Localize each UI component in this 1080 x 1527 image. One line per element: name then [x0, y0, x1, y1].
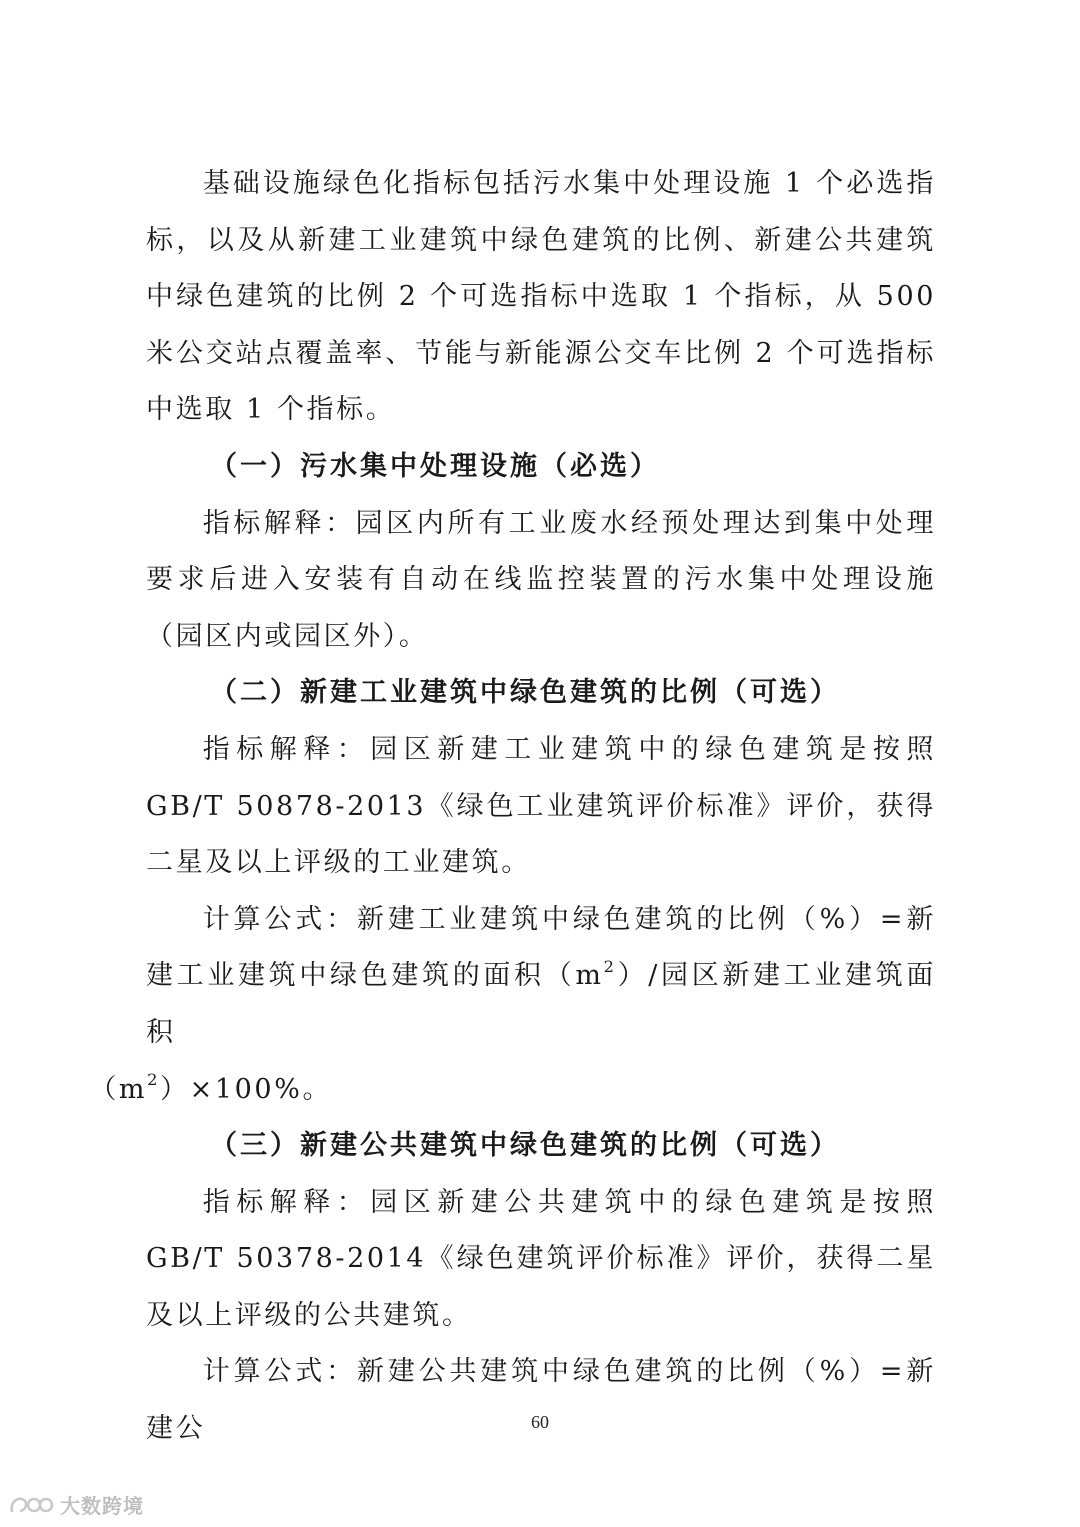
document-body [89, 156, 936, 1458]
heading-industrial-green-building: （二）新建工业建筑中绿色建筑的比例（可选） [210, 677, 840, 709]
formula-part-3-prefix: （m [89, 1073, 148, 1105]
paragraph-industrial-explanation: 指标解释：园区新建工业建筑中的绿色建筑是按照 GB/T 50878-2013《绿色工业建筑评价标准》评价，获得二星及以上评级的工业建筑。 [146, 733, 936, 879]
page-number: 60 [531, 1412, 549, 1432]
paragraph-infrastructure-overview: 基础设施绿色化指标包括污水集中处理设施 1 个必选指标，以及从新建工业建筑中绿色建筑的比例、新建公共建筑中绿色建筑的比例 2 个可选指标中选取 1 个指标，从 500 米公交站点覆盖率、节能与新能源公交车比例 2 个可选指标中选取 1 个指标。 [146, 168, 936, 426]
watermark [8, 1490, 144, 1519]
formula-part-3 [89, 1062, 332, 1119]
formula-part-1: 计算公式：新建工业建筑中绿色建筑的比例（%）=新建工业建筑中绿色建筑的面积（m [146, 903, 936, 992]
formula-part-2: ）/园区新建工业建筑面积 [146, 960, 936, 1048]
formula-superscript-1: 2 [603, 956, 617, 976]
paragraph-industrial-formula [89, 892, 936, 1118]
formula-superscript-2: 2 [147, 1070, 161, 1090]
paragraph-public-formula: 计算公式：新建公共建筑中绿色建筑的比例（%）=新建公 [146, 1356, 936, 1445]
watermark-text: 大数跨境 [60, 1494, 144, 1518]
formula-part-3-suffix: ）×100%。 [160, 1073, 333, 1105]
heading-public-green-building: （三）新建公共建筑中绿色建筑的比例（可选） [210, 1130, 840, 1162]
paragraph-sewage-explanation: 指标解释：园区内所有工业废水经预处理达到集中处理要求后进入安装有自动在线监控装置的污水集中处理设施（园区内或园区外）。 [146, 507, 936, 652]
watermark-logo-icon [8, 1492, 56, 1518]
heading-sewage-treatment: （一）污水集中处理设施（必选） [210, 450, 660, 482]
paragraph-public-explanation: 指标解释：园区新建公共建筑中的绿色建筑是按照 GB/T 50378-2014《绿色建筑评价标准》评价，获得二星及以上评级的公共建筑。 [146, 1186, 936, 1331]
